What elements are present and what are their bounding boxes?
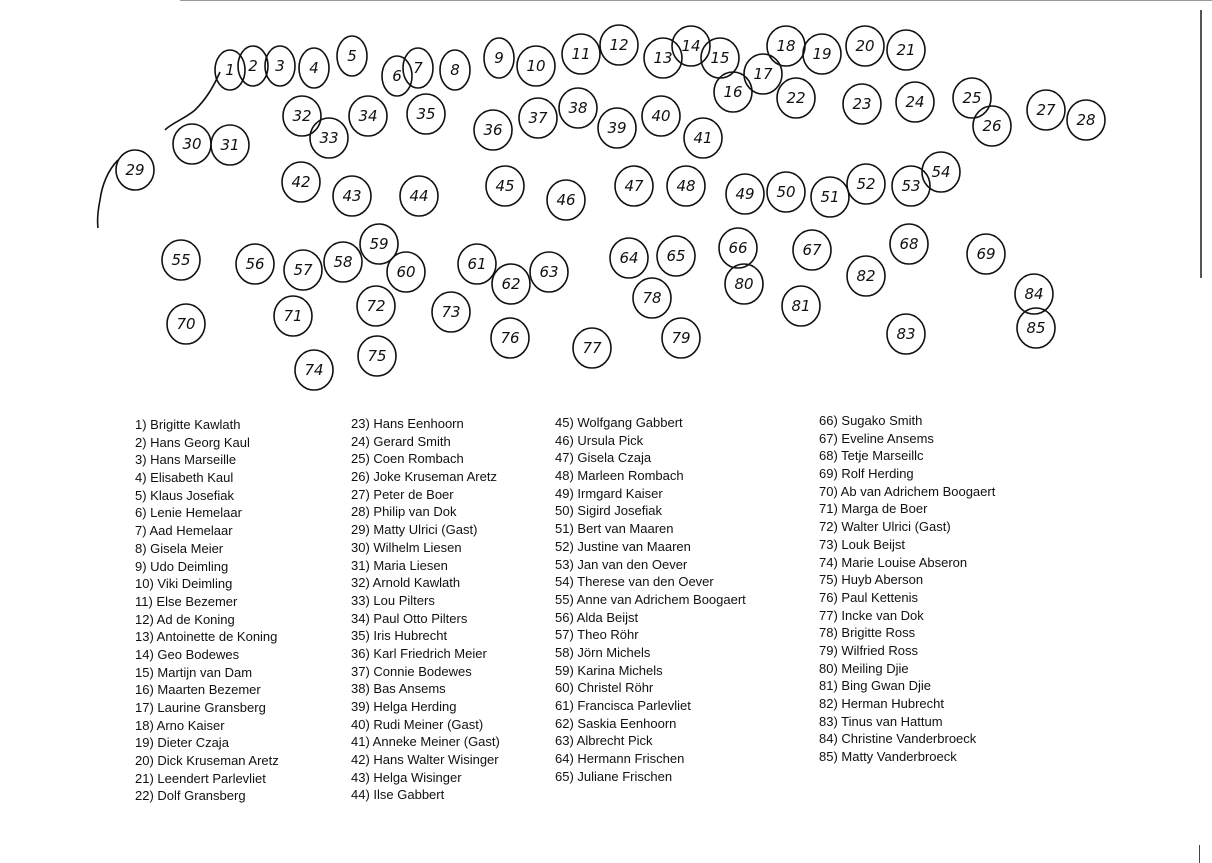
- seat-number: 54: [931, 163, 951, 181]
- seat-number: 19: [812, 45, 832, 63]
- seat-61: [458, 244, 496, 284]
- seat-number: 84: [1024, 285, 1044, 303]
- seat-number: 49: [735, 185, 755, 203]
- name-entry: 34) Paul Otto Pilters: [351, 610, 468, 626]
- seat-39: [598, 108, 636, 148]
- seat-number: 23: [852, 95, 872, 113]
- seat-number: 46: [556, 191, 576, 209]
- seat-55: [162, 240, 200, 280]
- name-entry: 11) Else Bezemer: [135, 593, 238, 609]
- seat-66: [719, 228, 757, 268]
- name-entry: 21) Leendert Parlevliet: [135, 770, 266, 786]
- name-entry: 40) Rudi Meiner (Gast): [351, 716, 484, 732]
- seat-63: [530, 252, 568, 292]
- seat-number: 65: [666, 247, 686, 265]
- seat-number: 53: [901, 177, 921, 195]
- seat-49: [726, 174, 764, 214]
- sketch-line-far-left: [98, 160, 118, 228]
- seat-74: [295, 350, 333, 390]
- seat-number: 20: [855, 37, 875, 55]
- seat-67: [793, 230, 831, 270]
- seat-72: [357, 286, 395, 326]
- seat-number: 75: [367, 347, 387, 365]
- name-entry: 45) Wolfgang Gabbert: [555, 415, 683, 430]
- seat-9: [484, 38, 514, 78]
- seat-18: [767, 26, 805, 66]
- name-entry: 78) Brigitte Ross: [819, 625, 916, 641]
- seat-2: [238, 46, 268, 86]
- seat-number: 7: [413, 59, 423, 77]
- seat-number: 61: [467, 255, 487, 273]
- seat-5: [337, 36, 367, 76]
- seat-number: 67: [802, 241, 822, 259]
- seat-83: [887, 314, 925, 354]
- seat-number: 60: [396, 263, 416, 281]
- name-entry: 67) Eveline Ansems: [819, 430, 934, 446]
- seat-44: [400, 176, 438, 216]
- seat-number: 26: [982, 117, 1002, 135]
- seat-31: [211, 125, 249, 165]
- seat-number: 42: [291, 173, 311, 191]
- name-entry: 13) Antoinette de Koning: [135, 629, 278, 645]
- name-entry: 4) Elisabeth Kaul: [135, 470, 234, 486]
- name-entry: 72) Walter Ulrici (Gast): [819, 519, 951, 535]
- seat-number: 32: [292, 107, 312, 125]
- seat-number: 27: [1036, 101, 1056, 119]
- seat-number: 10: [526, 57, 546, 75]
- name-entry: 51) Bert van Maaren: [555, 521, 674, 537]
- name-entry: 41) Anneke Meiner (Gast): [351, 734, 500, 750]
- seat-number: 14: [681, 37, 701, 55]
- name-entry: 6) Lenie Hemelaar: [135, 505, 242, 521]
- name-list-column-4: [819, 412, 995, 766]
- seat-78: [633, 278, 671, 318]
- seat-46: [547, 180, 585, 220]
- seat-number: 55: [171, 251, 191, 269]
- seat-number: 48: [676, 177, 696, 195]
- seat-11: [562, 34, 600, 74]
- name-entry: 17) Laurine Gransberg: [135, 700, 266, 715]
- name-entry: 50) Sigird Josefiak: [555, 503, 662, 519]
- seat-3: [265, 46, 295, 86]
- name-entry: 24) Gerard Smith: [351, 433, 451, 449]
- name-entry: 63) Albrecht Pick: [555, 733, 653, 749]
- seat-number: 17: [753, 65, 773, 83]
- seat-17: [744, 54, 782, 94]
- seat-number: 62: [501, 275, 521, 293]
- name-entry: 62) Saskia Eenhoorn: [555, 715, 677, 731]
- name-entry: 73) Louk Beijst: [819, 536, 905, 552]
- name-entry: 22) Dolf Gransberg: [135, 788, 246, 804]
- seat-19: [803, 34, 841, 74]
- seat-number: 50: [776, 183, 796, 201]
- seat-43: [333, 176, 371, 216]
- name-entry: 53) Jan van den Oever: [555, 556, 688, 572]
- seat-number: 18: [776, 37, 796, 55]
- seat-73: [432, 292, 470, 332]
- seat-number: 31: [220, 136, 240, 154]
- seat-number: 8: [450, 61, 460, 79]
- name-entry: 14) Geo Bodewes: [135, 646, 240, 662]
- name-entry: 15) Martijn van Dam: [135, 664, 253, 680]
- seat-27: [1027, 90, 1065, 130]
- seat-number: 52: [856, 175, 876, 193]
- seat-69: [967, 234, 1005, 274]
- seat-68: [890, 224, 928, 264]
- seat-number: 79: [671, 329, 691, 347]
- seat-47: [615, 166, 653, 206]
- seat-38: [559, 88, 597, 128]
- name-entry: 58) Jörn Michels: [555, 644, 651, 660]
- name-entry: 26) Joke Kruseman Aretz: [351, 469, 497, 485]
- seat-4: [299, 48, 329, 88]
- seat-number: 36: [483, 121, 503, 139]
- seat-25: [953, 78, 991, 118]
- name-entry: 66) Sugako Smith: [819, 413, 923, 428]
- seat-23: [843, 84, 881, 124]
- name-entry: 77) Incke van Dok: [819, 607, 924, 623]
- seat-number: 64: [619, 249, 639, 267]
- name-entry: 46) Ursula Pick: [555, 432, 644, 448]
- name-entry: 25) Coen Rombach: [351, 451, 464, 467]
- seat-79: [662, 318, 700, 358]
- seat-number: 74: [304, 361, 324, 379]
- seat-number: 68: [899, 235, 919, 253]
- name-entry: 38) Bas Ansems: [351, 681, 446, 697]
- seat-number: 69: [976, 245, 996, 263]
- name-entry: 76) Paul Kettenis: [819, 589, 919, 605]
- seat-52: [847, 164, 885, 204]
- name-entry: 7) Aad Hemelaar: [135, 523, 233, 539]
- seat-37: [519, 98, 557, 138]
- name-entry: 8) Gisela Meier: [135, 540, 224, 556]
- name-entry: 68) Tetje Marseillc: [819, 448, 924, 464]
- seat-22: [777, 78, 815, 118]
- name-entry: 36) Karl Friedrich Meier: [351, 645, 487, 661]
- seat-20: [846, 26, 884, 66]
- seat-number: 5: [347, 47, 357, 65]
- scan-edge-bottom-right: [1199, 845, 1200, 863]
- name-entry: 39) Helga Herding: [351, 699, 457, 714]
- name-entry: 49) Irmgard Kaiser: [555, 485, 663, 501]
- name-entry: 69) Rolf Herding: [819, 466, 914, 482]
- name-entry: 33) Lou Pilters: [351, 592, 435, 608]
- name-entry: 48) Marleen Rombach: [555, 468, 684, 484]
- seat-7: [403, 48, 433, 88]
- seat-number: 29: [125, 161, 145, 179]
- name-entry: 43) Helga Wisinger: [351, 769, 462, 785]
- seat-53: [892, 166, 930, 206]
- seat-80: [725, 264, 763, 304]
- name-list-column-3: [555, 414, 746, 785]
- seat-number: 80: [734, 275, 754, 293]
- seat-29: [116, 150, 154, 190]
- name-entry: 71) Marga de Boer: [819, 501, 928, 517]
- seat-layer: [116, 25, 1105, 390]
- seat-number: 28: [1076, 111, 1096, 129]
- name-entry: 20) Dick Kruseman Aretz: [135, 753, 279, 769]
- name-list-column-1: [135, 416, 279, 805]
- seat-77: [573, 328, 611, 368]
- name-entry: 65) Juliane Frischen: [555, 768, 673, 784]
- name-entry: 9) Udo Deimling: [135, 558, 229, 574]
- name-entry: 54) Therese van den Oever: [555, 574, 714, 590]
- seat-number: 41: [693, 129, 713, 147]
- seat-number: 33: [319, 129, 339, 147]
- name-entry: 29) Matty Ulrici (Gast): [351, 522, 478, 538]
- name-entry: 32) Arnold Kawlath: [351, 575, 461, 591]
- seat-number: 12: [609, 36, 629, 54]
- seat-24: [896, 82, 934, 122]
- seat-36: [474, 110, 512, 150]
- seat-21: [887, 30, 925, 70]
- name-entry: 27) Peter de Boer: [351, 486, 454, 502]
- seat-34: [349, 96, 387, 136]
- seat-number: 13: [653, 49, 673, 67]
- name-entry: 30) Wilhelm Liesen: [351, 539, 462, 555]
- seat-12: [600, 25, 638, 65]
- seat-10: [517, 46, 555, 86]
- seat-number: 76: [500, 329, 520, 347]
- name-entry: 19) Dieter Czaja: [135, 735, 229, 751]
- seat-42: [282, 162, 320, 202]
- name-entry: 12) Ad de Koning: [135, 611, 235, 627]
- seat-number: 81: [791, 297, 811, 315]
- seat-56: [236, 244, 274, 284]
- seat-number: 82: [856, 267, 876, 285]
- seat-number: 4: [309, 59, 319, 77]
- name-entry: 55) Anne van Adrichem Boogaert: [555, 591, 746, 607]
- seat-number: 71: [283, 307, 303, 325]
- seat-28: [1067, 100, 1105, 140]
- seat-41: [684, 118, 722, 158]
- seat-number: 63: [539, 263, 559, 281]
- seat-number: 35: [416, 105, 436, 123]
- name-entry: 47) Gisela Czaja: [555, 450, 652, 466]
- seat-number: 16: [723, 83, 743, 101]
- seat-81: [782, 286, 820, 326]
- seat-51: [811, 177, 849, 217]
- name-entry: 18) Arno Kaiser: [135, 717, 225, 733]
- seat-number: 58: [333, 253, 353, 271]
- name-entry: 85) Matty Vanderbroeck: [819, 749, 957, 765]
- name-entry: 5) Klaus Josefiak: [135, 487, 234, 503]
- seat-16: [714, 72, 752, 112]
- name-entry: 10) Viki Deimling: [135, 576, 233, 592]
- seat-70: [167, 304, 205, 344]
- name-entry: 57) Theo Röhr: [555, 627, 639, 643]
- seat-number: 59: [369, 235, 389, 253]
- seat-number: 43: [342, 187, 362, 205]
- seat-number: 70: [176, 315, 196, 333]
- seat-64: [610, 238, 648, 278]
- name-entry: 81) Bing Gwan Djie: [819, 678, 931, 694]
- seat-number: 51: [820, 188, 840, 206]
- seat-number: 39: [607, 119, 627, 137]
- name-entry: 35) Iris Hubrecht: [351, 628, 448, 644]
- seat-number: 38: [568, 99, 588, 117]
- seat-number: 2: [248, 57, 258, 75]
- name-entry: 52) Justine van Maaren: [555, 538, 691, 554]
- seat-number: 6: [392, 67, 402, 85]
- name-entry: 60) Christel Röhr: [555, 680, 654, 696]
- seat-number: 47: [624, 177, 644, 195]
- seat-54: [922, 152, 960, 192]
- name-entry: 83) Tinus van Hattum: [819, 713, 943, 729]
- name-entry: 3) Hans Marseille: [135, 452, 237, 468]
- seat-number: 30: [182, 135, 202, 153]
- seat-71: [274, 296, 312, 336]
- seat-62: [492, 264, 530, 304]
- name-entry: 79) Wilfried Ross: [819, 642, 918, 658]
- name-entry: 84) Christine Vanderbroeck: [819, 731, 977, 747]
- seat-number: 24: [905, 93, 925, 111]
- sketch-line-left: [165, 72, 220, 130]
- seat-65: [657, 236, 695, 276]
- seat-number: 9: [494, 49, 504, 67]
- name-entry: 31) Maria Liesen: [351, 557, 448, 573]
- seat-number: 77: [582, 339, 602, 357]
- seat-number: 73: [441, 303, 461, 321]
- seat-number: 66: [728, 239, 748, 257]
- seat-number: 15: [710, 49, 730, 67]
- seat-26: [973, 106, 1011, 146]
- name-entry: 2) Hans Georg Kaul: [135, 434, 250, 450]
- seat-33: [310, 118, 348, 158]
- seat-82: [847, 256, 885, 296]
- name-entry: 75) Huyb Aberson: [819, 572, 924, 588]
- seat-number: 11: [571, 45, 591, 63]
- seat-60: [387, 252, 425, 292]
- seat-32: [283, 96, 321, 136]
- name-entry: 74) Marie Louise Abseron: [819, 554, 968, 570]
- seat-number: 78: [642, 289, 662, 307]
- seat-number: 22: [786, 89, 806, 107]
- name-entry: 64) Hermann Frischen: [555, 751, 685, 767]
- seat-number: 1: [225, 61, 235, 79]
- seat-number: 25: [962, 89, 982, 107]
- name-entry: 37) Connie Bodewes: [351, 663, 472, 679]
- name-entry: 16) Maarten Bezemer: [135, 682, 261, 698]
- seat-number: 56: [245, 255, 265, 273]
- seat-number: 85: [1026, 319, 1046, 337]
- name-entry: 42) Hans Walter Wisinger: [351, 752, 499, 768]
- seat-30: [173, 124, 211, 164]
- seat-number: 72: [366, 297, 386, 315]
- seat-57: [284, 250, 322, 290]
- seat-45: [486, 166, 524, 206]
- name-entry: 28) Philip van Dok: [351, 504, 457, 520]
- name-entry: 80) Meiling Djie: [819, 660, 909, 676]
- seat-number: 44: [409, 187, 429, 205]
- seat-6: [382, 56, 412, 96]
- name-entry: 61) Francisca Parlevliet: [555, 698, 691, 713]
- seat-number: 37: [528, 109, 548, 127]
- name-entry: 1) Brigitte Kawlath: [135, 417, 241, 432]
- seat-48: [667, 166, 705, 206]
- seat-50: [767, 172, 805, 212]
- seat-76: [491, 318, 529, 358]
- seat-35: [407, 94, 445, 134]
- seat-8: [440, 50, 470, 90]
- name-entry: 59) Karina Michels: [555, 662, 663, 678]
- seat-number: 57: [293, 261, 313, 279]
- name-entry: 56) Alda Beijst: [555, 609, 639, 625]
- seat-number: 21: [896, 41, 916, 59]
- name-entry: 44) Ilse Gabbert: [351, 787, 445, 803]
- seat-number: 3: [275, 57, 285, 75]
- seat-number: 83: [896, 325, 916, 343]
- seat-75: [358, 336, 396, 376]
- seat-number: 45: [495, 177, 515, 195]
- seating-sketch: [0, 0, 1212, 400]
- name-list-column-2: [351, 415, 500, 804]
- name-entry: 70) Ab van Adrichem Boogaert: [819, 483, 996, 499]
- name-entry: 23) Hans Eenhoorn: [351, 416, 464, 431]
- seat-40: [642, 96, 680, 136]
- name-entry: 82) Herman Hubrecht: [819, 696, 944, 711]
- seat-number: 34: [358, 107, 378, 125]
- seat-58: [324, 242, 362, 282]
- seat-number: 40: [651, 107, 671, 125]
